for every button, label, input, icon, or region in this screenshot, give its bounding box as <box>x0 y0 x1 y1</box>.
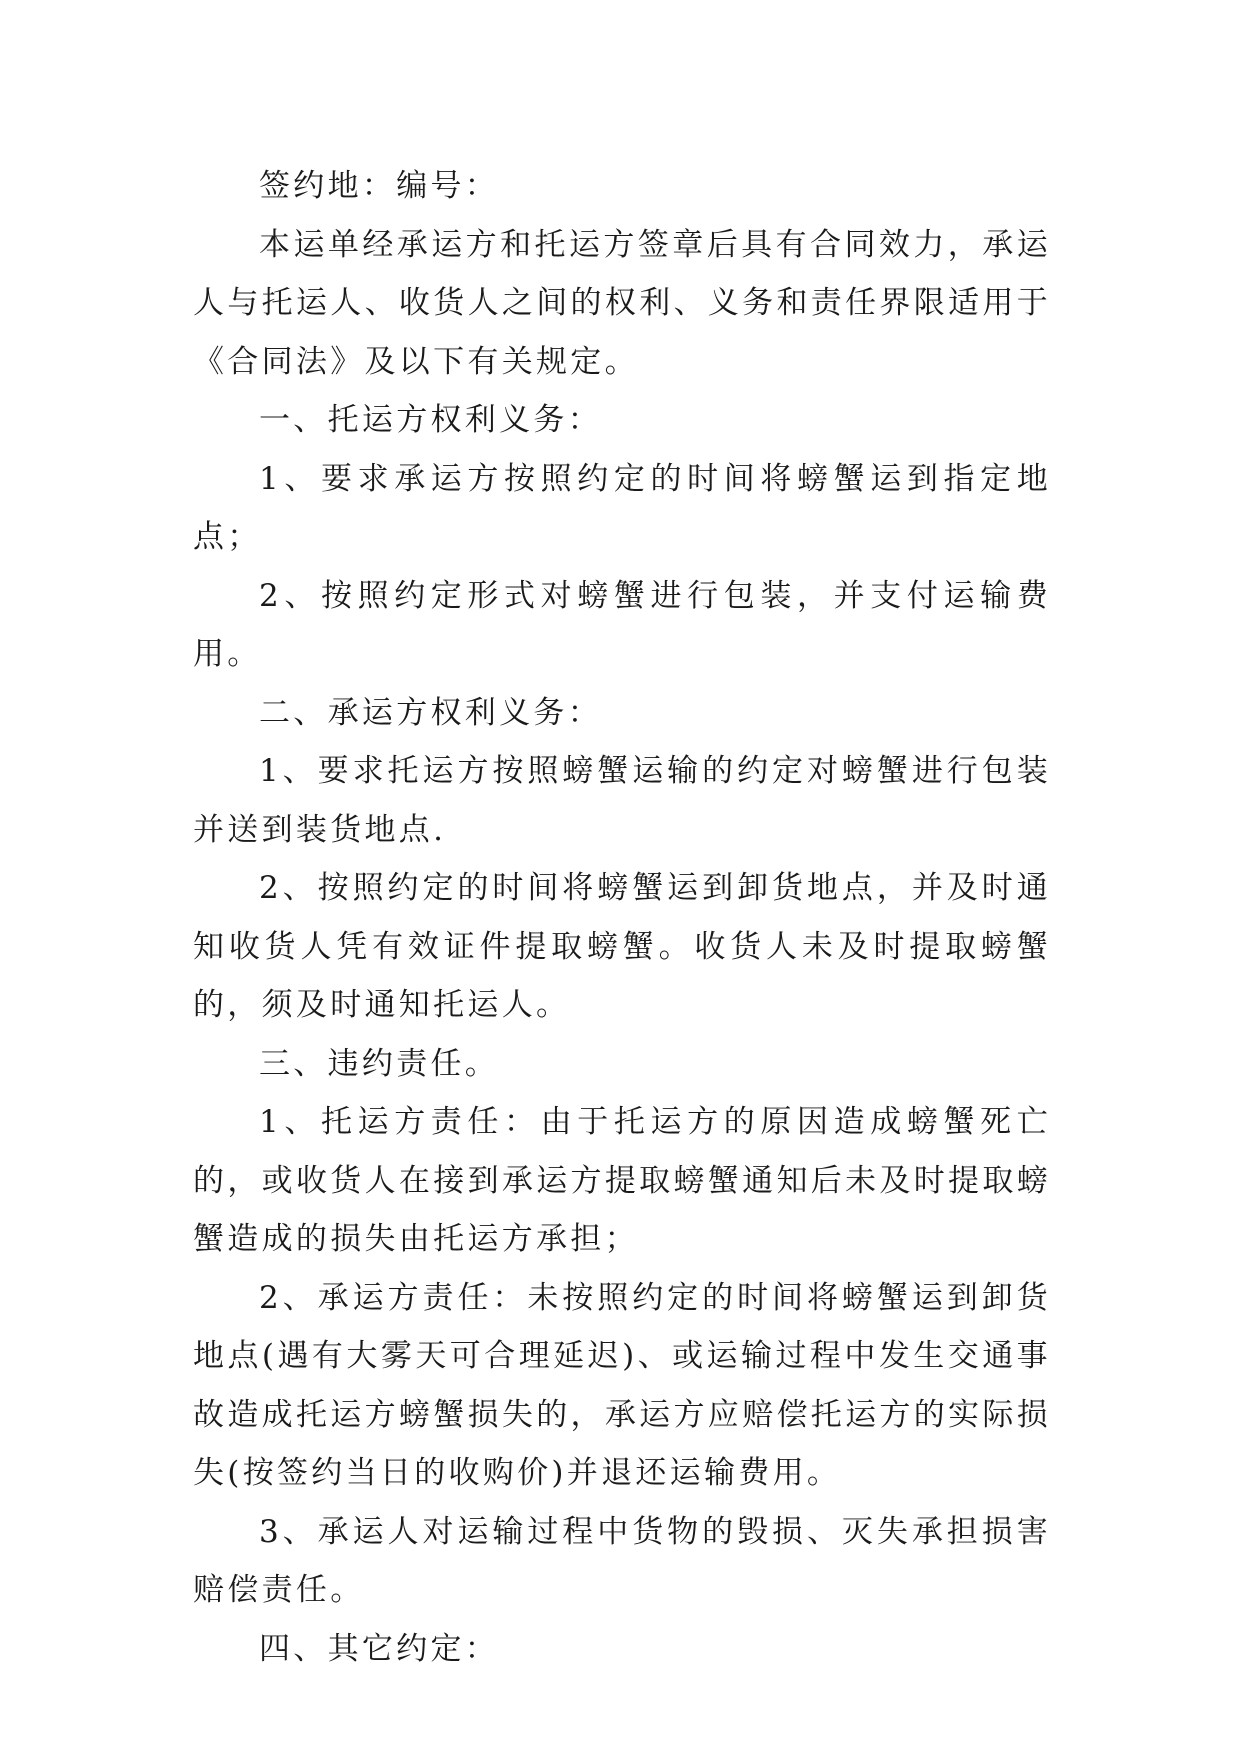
shipper-clause-1: 1、要求承运方按照约定的时间将螃蟹运到指定地点； <box>193 460 1051 555</box>
section-heading-shipper-rights: 一、托运方权利义务： <box>259 402 602 438</box>
shipper-clause-2: 2、按照约定形式对螃蟹进行包装，并支付运输费用。 <box>193 577 1051 672</box>
carrier-clause-1: 1、要求托运方按照螃蟹运输的约定对螃蟹进行包装并送到装货地点. <box>193 753 1051 848</box>
section-heading-other-terms: 四、其它约定： <box>259 1630 500 1667</box>
carrier-clause-2: 2、按照约定的时间将螃蟹运到卸货地点，并及时通知收货人凭有效证件提取螃蟹。收货人未及时提取螃蟹的，须及时通知托运人。 <box>193 870 1051 1023</box>
liability-clause-1: 1、托运方责任：由于托运方的原因造成螃蟹死亡的，或收货人在接到承运方提取螃蟹通知后未及时提取螃蟹造成的损失由托运方承担； <box>193 1104 1051 1257</box>
document-body <box>193 157 1051 1678</box>
section-heading-liability: 三、违约责任。 <box>259 1045 500 1082</box>
signing-place-line: 签约地：编号： <box>259 168 500 204</box>
contract-intro-paragraph: 本运单经承运方和托运方签章后具有合同效力，承运人与托运人、收货人之间的权利、义务和责任界限适用于《合同法》及以下有关规定。 <box>193 226 1051 380</box>
liability-clause-3: 3、承运人对运输过程中货物的毁损、灭失承担损害赔偿责任。 <box>193 1513 1051 1608</box>
section-heading-carrier-rights: 二、承运方权利义务： <box>259 694 602 731</box>
liability-clause-2: 2、承运方责任：未按照约定的时间将螃蟹运到卸货地点(遇有大雾天可合理延迟)、或运输过程中发生交通事故造成托运方螃蟹损失的，承运方应赔偿托运方的实际损失(按签约当日的收购价)并退还运输费用。 <box>193 1279 1051 1491</box>
